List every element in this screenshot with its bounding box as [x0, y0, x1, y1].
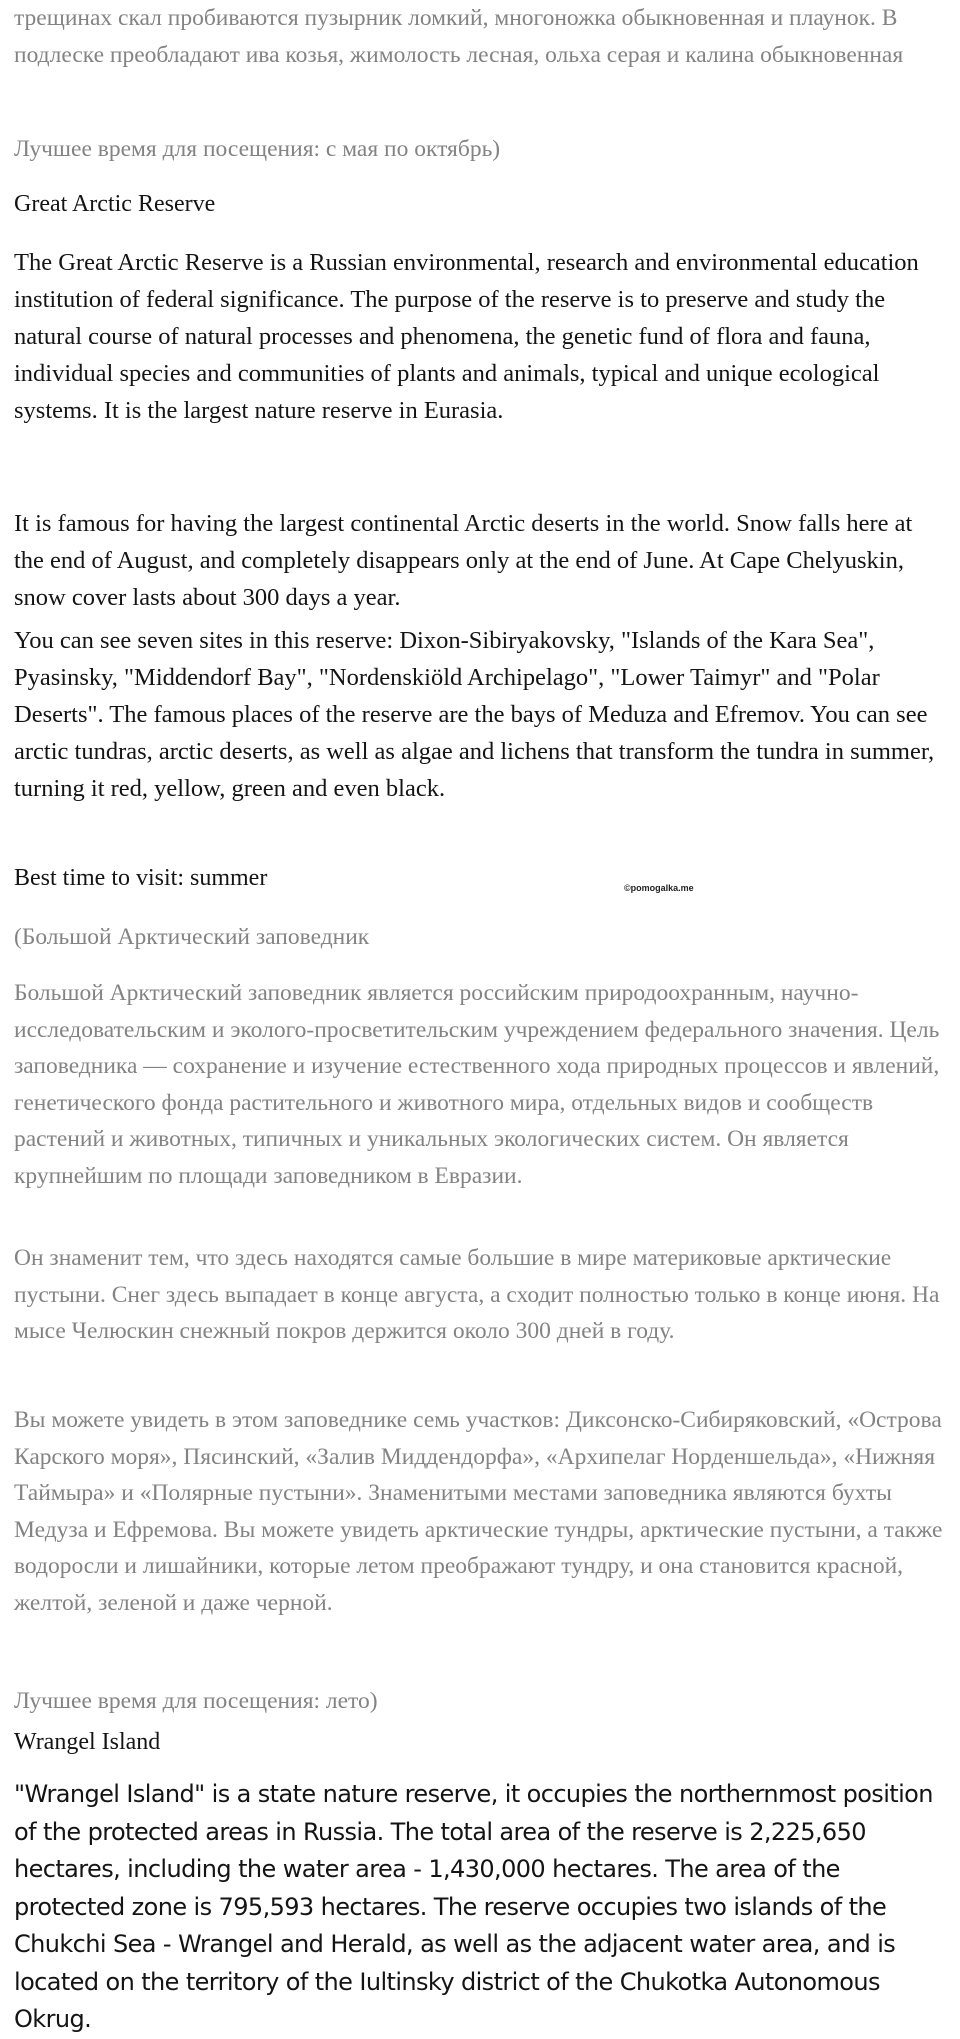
section-title-wrangel: Wrangel Island	[14, 1729, 161, 1755]
wrangel-paragraph-en: "Wrangel Island" is a state nature reserve, it occupies the northernmost position of the protected areas in Russia. The total area of the reserve is 2,225,650 hectares, including the water area - 1,430,000 hectares. The area of the protected zone is 795,593 hectares. The reserve occupies two islands of the Chukchi Sea - Wrangel and Herald, as well as the adjacent water area, and is located on the territory of the Iultinsky district of the Chukotka Autonomous Okrug.	[14, 1780, 933, 2033]
intro-paragraph-ru: трещинах скал пробиваются пузырник ломкий, многоножка обыкновенная и плаунок. В подлеске преобладают ива козья, жимолость лесная, ольха серая и калина обыкновенная	[14, 5, 904, 68]
great-arctic-paragraph-3-en: You can see seven sites in this reserve: Dixon-Sibiryakovsky, "Islands of the Kara Sea", Pyasinsky, "Middendorf Bay", "Nordenskiöld Archipelago", "Lower Taimyr" and "Polar Deserts". The famous places of the reserve are the bays of Meduza and Efremov. You can see arctic tundras, arctic deserts, as well as algae and lichens that transform the tundra in summer, turning it red, yellow, green and even black.	[14, 627, 935, 802]
section-title-great-arctic: Great Arctic Reserve	[14, 191, 216, 217]
watermark: ©pomogalka.me	[624, 883, 694, 893]
section-title-great-arctic-ru: (Большой Арктический заповедник	[14, 924, 370, 950]
great-arctic-paragraph-1-ru: Большой Арктический заповедник является российским природоохранным, научно-исследовательским и эколого-просветительским учреждением федерального значения. Цель заповедника — сохранение и изучение естественного хода природных процессов и явлений, генетического фонда растительного и животного мира, отдельных видов и сообществ растений и животных, типичных и уникальных экологических систем. Он является крупнейшим по площади заповедником в Евразии.	[14, 980, 940, 1189]
great-arctic-paragraph-2-ru: Он знаменит тем, что здесь находятся самые большие в мире материковые арктические пустыни. Снег здесь выпадает в конце августа, а сходит полностью только в конце июня. На мысе Челюскин снежный покров держится около 300 дней в году.	[14, 1245, 940, 1344]
intro-best-time-ru: Лучшее время для посещения: с мая по октябрь)	[14, 136, 501, 162]
great-arctic-best-time-en: Best time to visit: summer	[14, 865, 268, 891]
great-arctic-paragraph-1-en: The Great Arctic Reserve is a Russian environmental, research and environmental education institution of federal significance. The purpose of the reserve is to preserve and study the natural course of natural processes and phenomena, the genetic fund of flora and fauna, individual species and communities of plants and animals, typical and unique ecological systems. It is the largest nature reserve in Eurasia.	[14, 249, 919, 424]
great-arctic-best-time-ru: Лучшее время для посещения: лето)	[14, 1688, 378, 1714]
great-arctic-paragraph-3-ru: Вы можете увидеть в этом заповеднике семь участков: Диксонско-Сибиряковский, «Острова Карского моря», Пясинский, «Залив Миддендорфа», «Архипелаг Норденшельда», «Нижняя Таймыра» и «Полярные пустыни». Знаменитыми местами заповедника являются бухты Медуза и Ефремова. Вы можете увидеть арктические тундры, арктические пустыни, а также водоросли и лишайники, которые летом преображают тундру, и она становится красной, желтой, зеленой и даже черной.	[14, 1407, 943, 1616]
great-arctic-paragraph-2-en: It is famous for having the largest continental Arctic deserts in the world. Snow falls here at the end of August, and completely disappears only at the end of June. At Cape Chelyuskin, snow cover lasts about 300 days a year.	[14, 510, 913, 611]
